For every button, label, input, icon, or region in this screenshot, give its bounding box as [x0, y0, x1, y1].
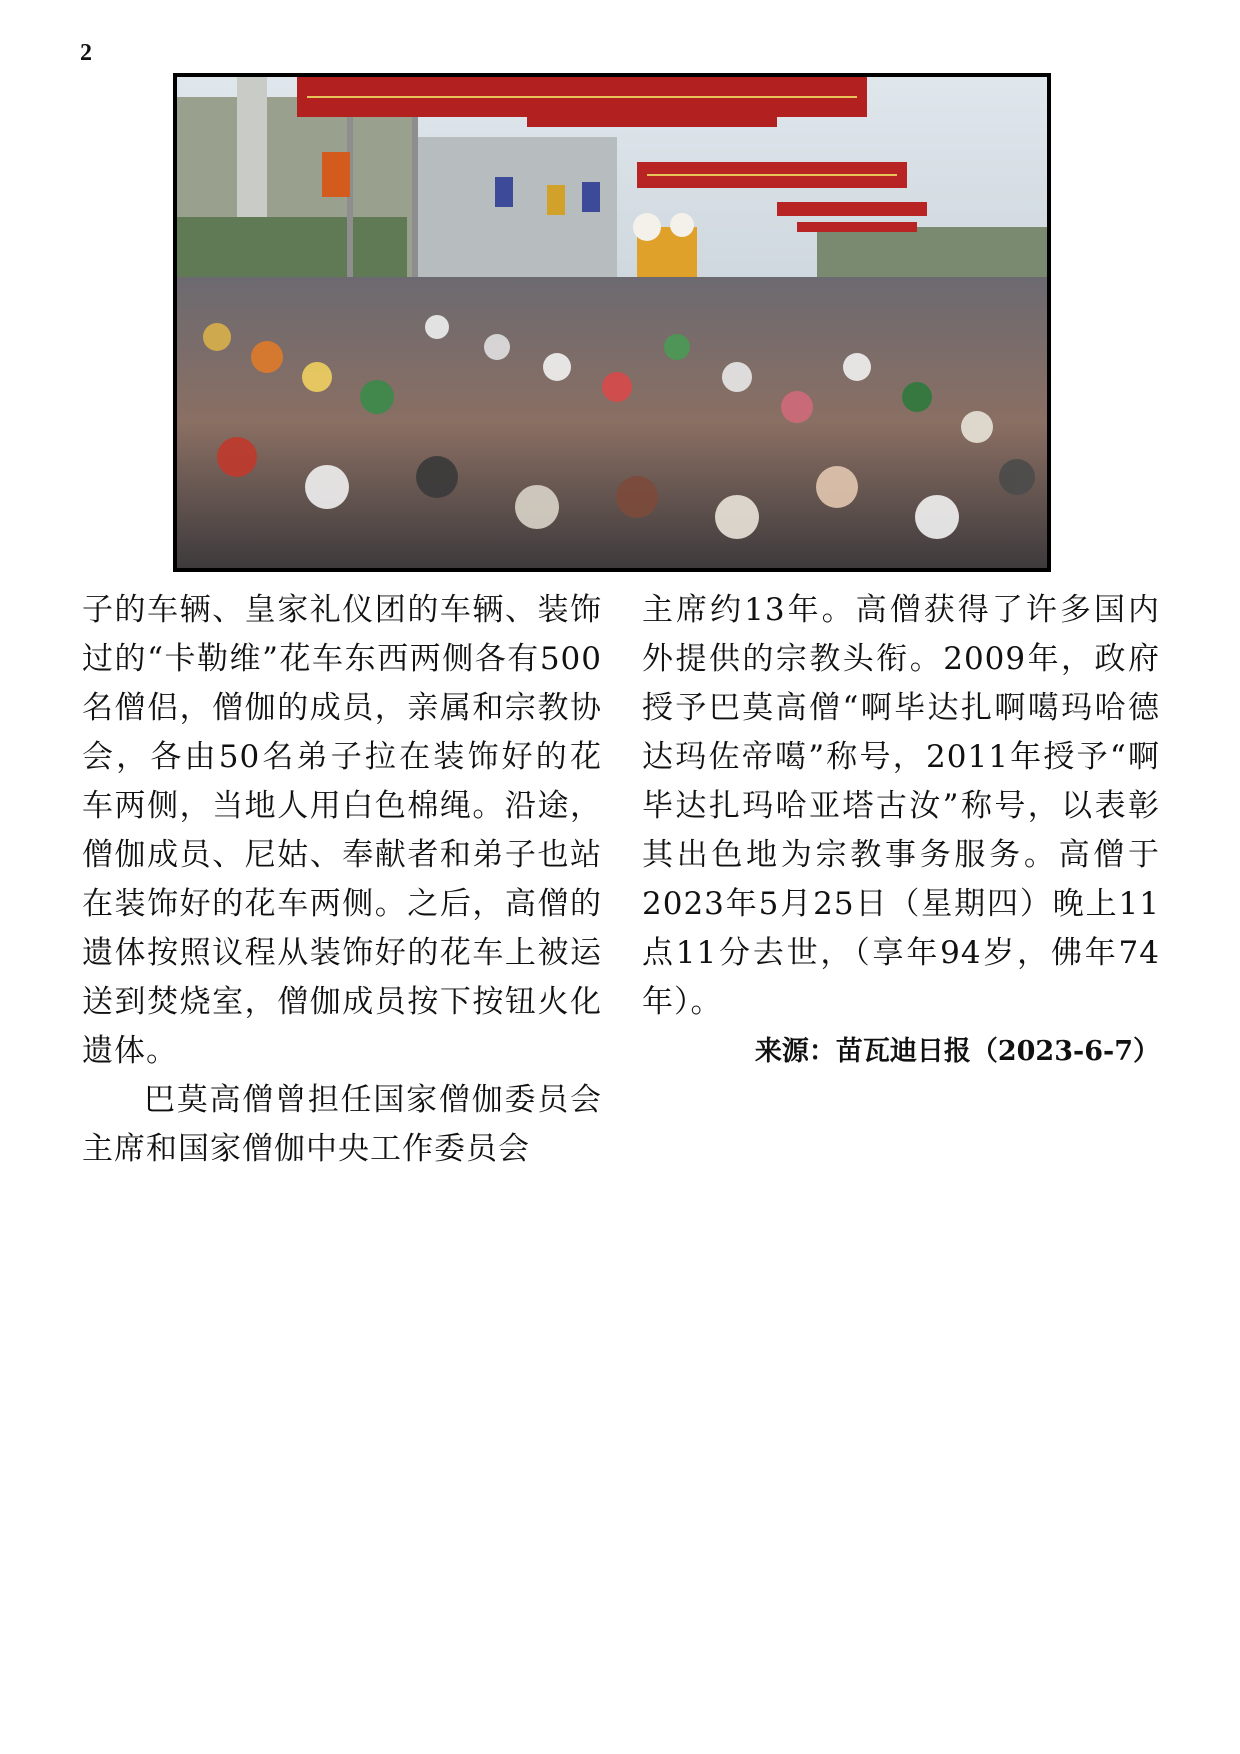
article-left-column [82, 586, 602, 1174]
procession-photo [173, 73, 1051, 572]
article-paragraph: 主席约13年。高僧获得了许多国内外提供的宗教头衔。2009年，政府授予巴莫高僧“啊毕达扎啊噶玛哈德达玛佐帝噶”称号，2011年授予“啊毕达扎玛哈亚塔古汝”称号，以表彰其出色地为宗教事务服务。高僧于2023年5月25日（星期四）晚上11点11分去世，（享年94岁，佛年74年）。 [642, 592, 1160, 1020]
procession-photo-illustration [177, 77, 1047, 568]
article-right-column [642, 586, 1160, 1076]
article-paragraph: 巴莫高僧曾担任国家僧伽委员会主席和国家僧伽中央工作委员会 [82, 1082, 602, 1167]
article-paragraph: 子的车辆、皇家礼仪团的车辆、装饰过的“卡勒维”花车东西两侧各有500名僧侣，僧伽的成员，亲属和宗教协会，各由50名弟子拉在装饰好的花车两侧，当地人用白色棉绳。沿途，僧伽成员、尼姑、奉献者和弟子也站在装饰好的花车两侧。之后，高僧的遗体按照议程从装饰好的花车上被运送到焚烧室，僧伽成员按下按钮火化遗体。 [82, 592, 602, 1069]
source-citation: 来源：苗瓦迪日报（2023-6-7） [754, 1036, 1160, 1067]
page-number: 2 [80, 40, 92, 66]
